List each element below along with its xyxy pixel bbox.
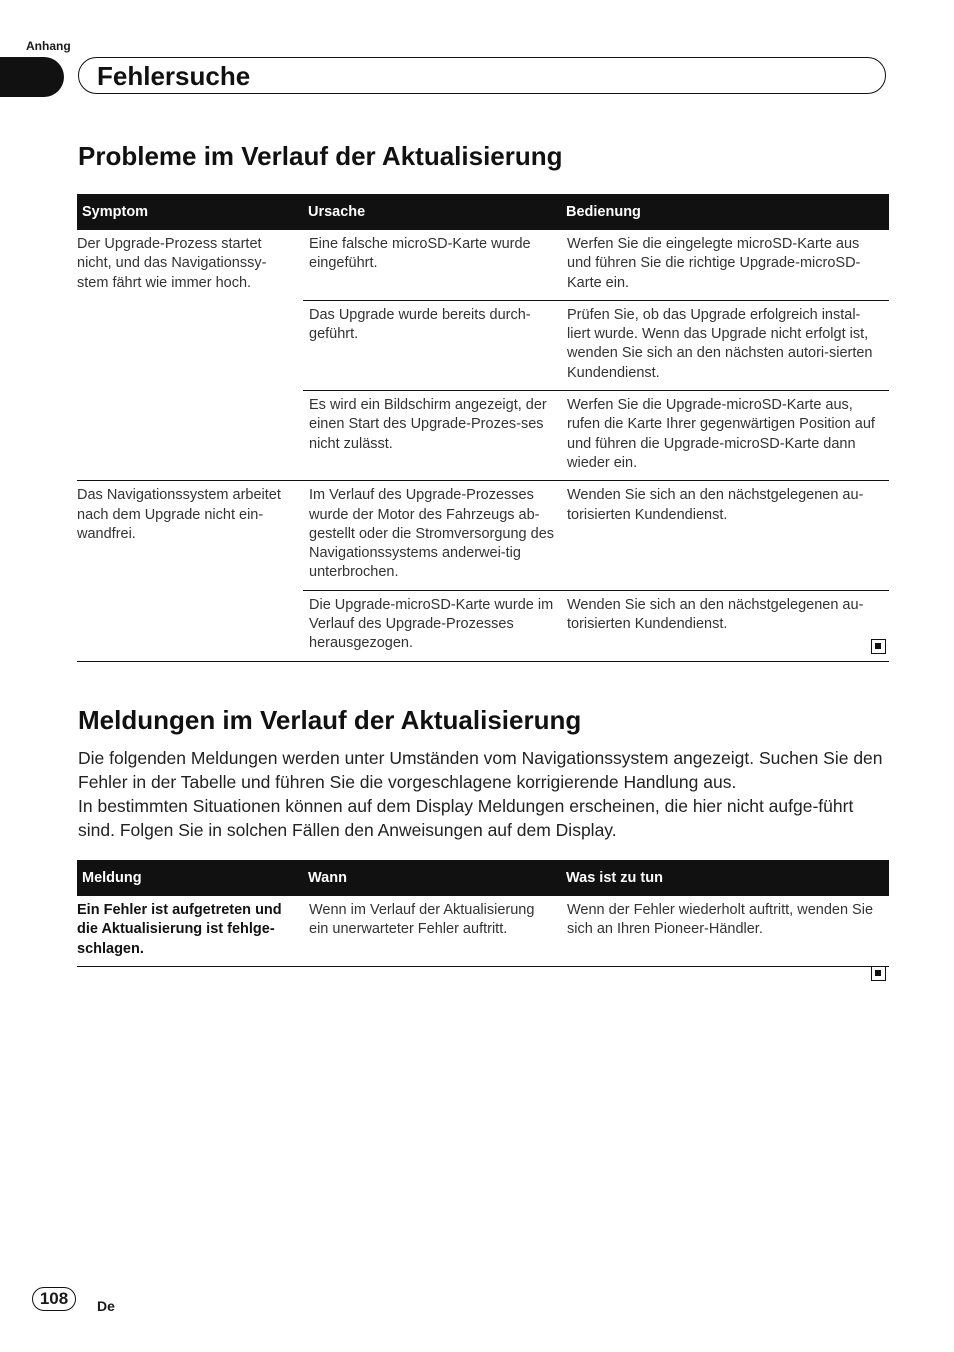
problems-table	[77, 194, 889, 662]
chapter-tab-marker	[0, 57, 64, 97]
column-header-todo: Was ist zu tun	[561, 860, 889, 896]
cause-cell: Die Upgrade-microSD-Karte wurde im Verlauf des Upgrade-Prozesses herausgezogen.	[303, 590, 561, 661]
messages-table	[77, 860, 889, 967]
symptom-cell: Der Upgrade-Prozess startet nicht, und das Navigationssy-stem fährt wie immer hoch.	[77, 230, 303, 481]
action-cell: Wenden Sie sich an den nächstgelegenen au-torisierten Kundendienst.	[561, 590, 889, 661]
table-header-row	[77, 194, 889, 230]
page-number: 108	[32, 1287, 76, 1311]
action-cell: Werfen Sie die Upgrade-microSD-Karte aus, rufen die Karte Ihrer gegenwärtigen Position auf und führen die Upgrade-microSD-Karte dann wieder ein.	[561, 391, 889, 481]
chapter-title: Fehlersuche	[97, 61, 251, 91]
cause-cell: Das Upgrade wurde bereits durch-geführt.	[303, 300, 561, 390]
column-header-action: Bedienung	[561, 194, 889, 230]
symptom-cell: Das Navigationssystem arbeitet nach dem Upgrade nicht ein-wandfrei.	[77, 481, 303, 661]
column-header-message: Meldung	[77, 860, 303, 896]
column-header-when: Wann	[303, 860, 561, 896]
intro-paragraph: Die folgenden Meldungen werden unter Umständen vom Navigationssystem angezeigt. Suchen Sie den Fehler in der Tabelle und führen Sie die vorgeschlagene korrigierende Handlung aus.	[78, 748, 883, 792]
cause-cell: Im Verlauf des Upgrade-Prozesses wurde der Motor des Fahrzeugs ab-gestellt oder die Stromversorgung des Navigationssystems anderwei-tig unterbrochen.	[303, 481, 561, 590]
table-row	[77, 230, 889, 300]
section-title-problems: Probleme im Verlauf der Aktualisierung	[78, 141, 563, 171]
action-cell: Wenden Sie sich an den nächstgelegenen au-torisierten Kundendienst.	[561, 481, 889, 590]
intro-paragraph: In bestimmten Situationen können auf dem Display Meldungen erscheinen, die hier nicht aufge-führt sind. Folgen Sie in solchen Fällen den Anweisungen auf dem Display.	[78, 796, 854, 840]
message-cell: Ein Fehler ist aufgetreten und die Aktualisierung ist fehlge-schlagen.	[77, 896, 303, 966]
when-cell: Wenn im Verlauf der Aktualisierung ein unerwarteter Fehler auftritt.	[303, 896, 561, 966]
section-title-messages: Meldungen im Verlauf der Aktualisierung	[78, 705, 582, 735]
action-cell: Prüfen Sie, ob das Upgrade erfolgreich instal-liert wurde. Wenn das Upgrade nicht erfolgt ist, wenden Sie sich an den nächsten autori-sierten Kundendienst.	[561, 300, 889, 390]
todo-cell: Wenn der Fehler wiederholt auftritt, wenden Sie sich an Ihren Pioneer-Händler.	[561, 896, 889, 966]
column-header-symptom: Symptom	[77, 194, 303, 230]
table-row	[77, 481, 889, 590]
language-code: De	[97, 1298, 115, 1314]
table-header-row	[77, 860, 889, 896]
table-row	[77, 896, 889, 966]
cause-cell: Eine falsche microSD-Karte wurde eingeführt.	[303, 230, 561, 300]
cause-cell: Es wird ein Bildschirm angezeigt, der einen Start des Upgrade-Prozes-ses nicht zulässt.	[303, 391, 561, 481]
section-end-icon	[871, 639, 886, 654]
action-cell: Werfen Sie die eingelegte microSD-Karte aus und führen Sie die richtige Upgrade-microSD-Karte ein.	[561, 230, 889, 300]
chapter-header	[78, 57, 886, 94]
column-header-cause: Ursache	[303, 194, 561, 230]
section-end-icon	[871, 966, 886, 981]
section-label: Anhang	[26, 39, 71, 53]
